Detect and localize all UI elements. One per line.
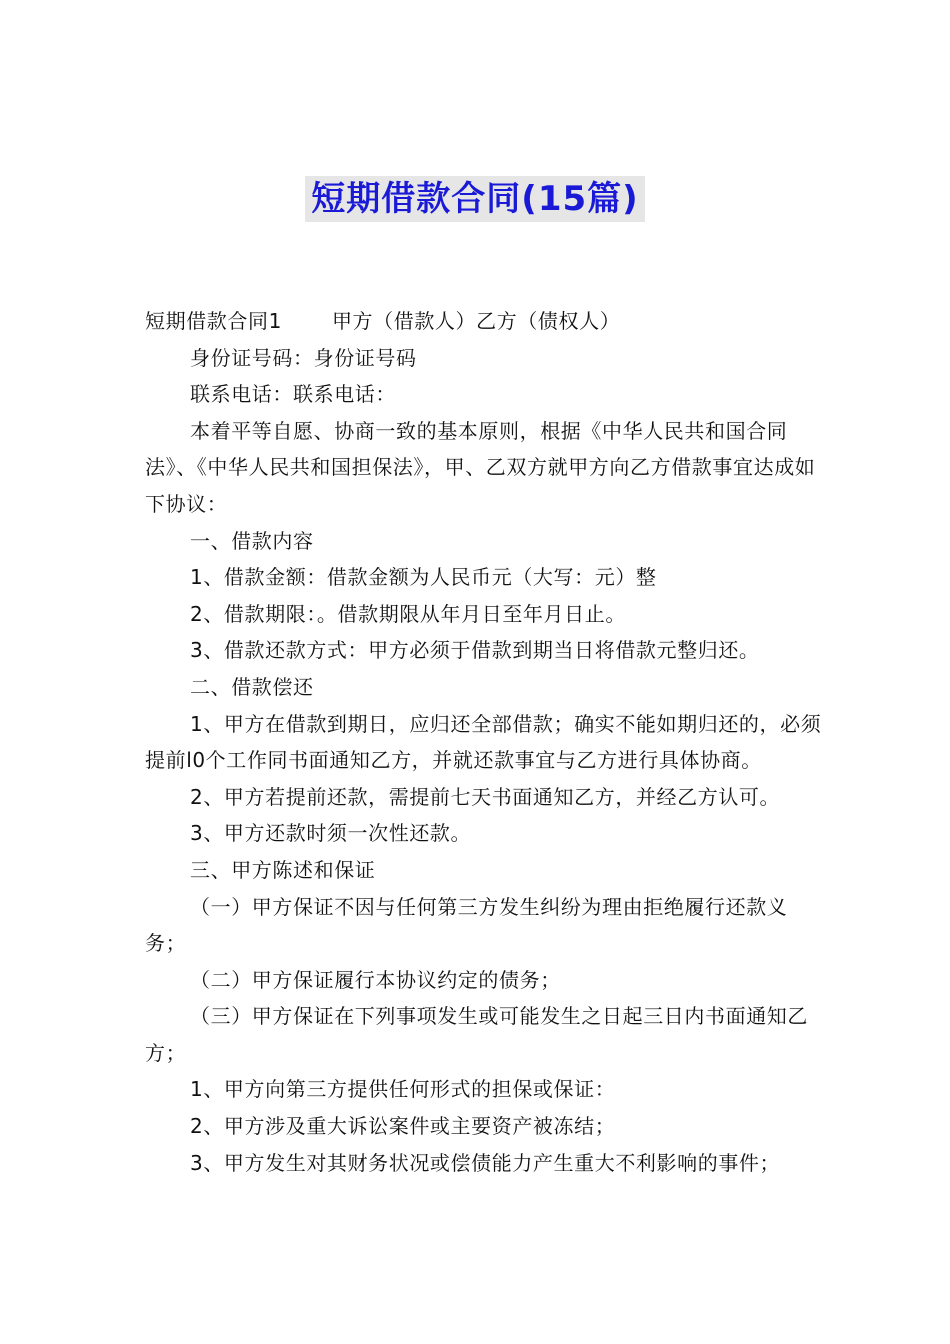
paragraph-phone: 联系电话：联系电话：	[190, 382, 396, 407]
document-body	[145, 303, 825, 1181]
clause-3-a: （一）甲方保证不因与任何第三方发生纠纷为理由拒绝履行还款义务；	[145, 894, 788, 956]
section-heading-3: 三、甲方陈述和保证	[190, 857, 376, 882]
contract-number-label: 短期借款合同1	[145, 309, 282, 333]
document-title: 短期借款合同(15篇)	[305, 176, 644, 222]
paragraph-preamble: 本着平等自愿、协商一致的基本原则，根据《中华人民共和国合同法》、《中华人民共和国担保法》，甲、乙双方就甲方向乙方借款事宜达成如下协议：	[145, 418, 816, 516]
clause-1-1: 1、借款金额：借款金额为人民币元（大写：元）整	[190, 565, 657, 590]
clause-3-b: （二）甲方保证履行本协议约定的债务；	[190, 967, 561, 992]
clause-3-c: （三）甲方保证在下列事项发生或可能发生之日起三日内书面通知乙方；	[145, 1004, 808, 1065]
section-heading-1: 一、借款内容	[190, 528, 314, 553]
section-heading-2: 二、借款偿还	[190, 674, 314, 699]
clause-3-c-3: 3、甲方发生对其财务状况或偿债能力产生重大不利影响的事件；	[190, 1150, 781, 1175]
paragraph-id-number: 身份证号码：身份证号码	[190, 345, 417, 370]
clause-3-c-1: 1、甲方向第三方提供任何形式的担保或保证：	[190, 1077, 616, 1102]
parties-label: 甲方（借款人）乙方（债权人）	[331, 309, 621, 333]
clause-2-1: 1、甲方在借款到期日，应归还全部借款；确实不能如期归还的，必须提前l0个工作同书面通知乙方，并就还款事宜与乙方进行具体协商。	[145, 711, 822, 773]
clause-2-2: 2、甲方若提前还款，需提前七天书面通知乙方，并经乙方认可。	[190, 784, 781, 809]
clause-2-3: 3、甲方还款时须一次性还款。	[190, 821, 472, 846]
clause-3-c-2: 2、甲方涉及重大诉讼案件或主要资产被冻结；	[190, 1114, 616, 1139]
paragraph-heading-line	[145, 303, 825, 340]
title-wrap	[0, 176, 950, 222]
clause-1-3: 3、借款还款方式：甲方必须于借款到期当日将借款元整归还。	[190, 638, 760, 663]
clause-1-2: 2、借款期限：。借款期限从年月日至年月日止。	[190, 601, 626, 626]
